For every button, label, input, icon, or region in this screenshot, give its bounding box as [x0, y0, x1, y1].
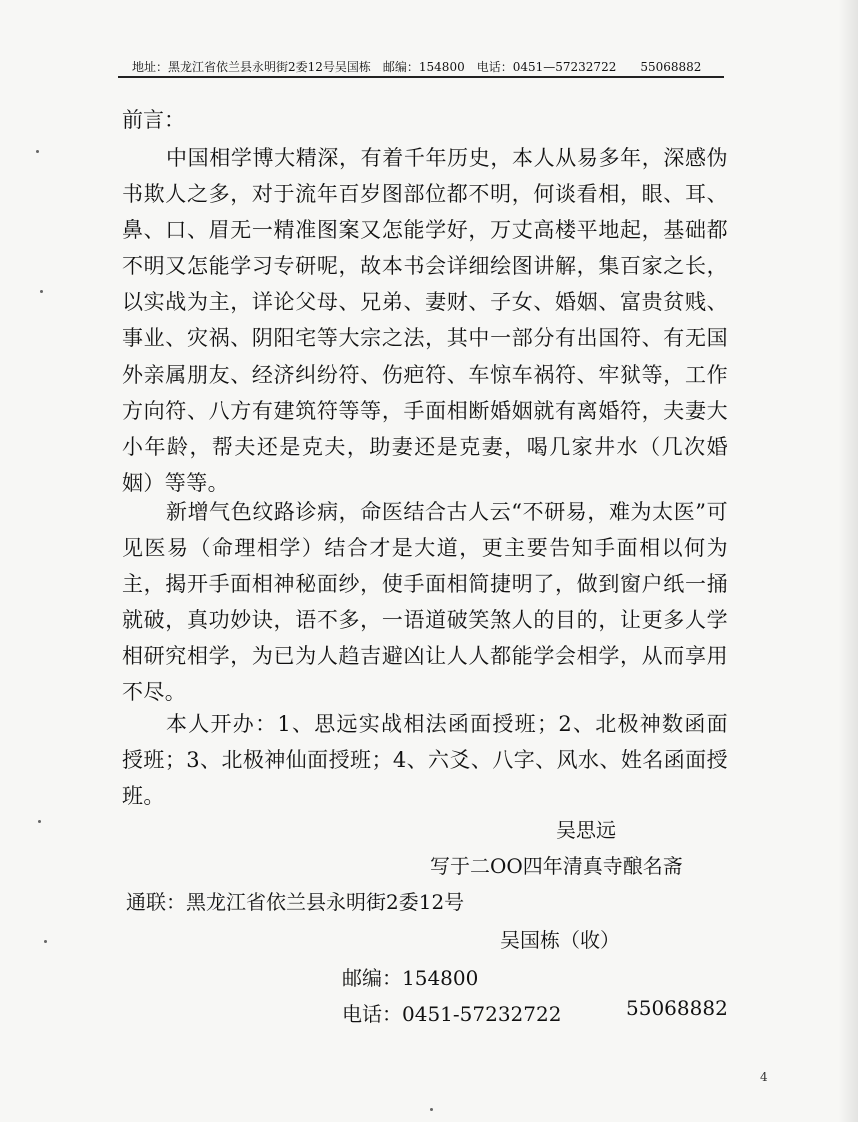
paragraph-3: 本人开办：1、思远实战相法函面授班；2、北极神数函面授班；3、北极神仙面授班；4、六爻、八字、风水、姓名函面授班。 [122, 712, 728, 809]
signature-date: 写于二OO四年清真寺酿名斋 [430, 854, 683, 878]
contact-phone-secondary: 55068882 [626, 996, 728, 1020]
contact-address: 通联：黑龙江省依兰县永明街2委12号 [126, 890, 465, 914]
page-number: 4 [760, 1070, 768, 1084]
scan-speck [38, 820, 41, 823]
scan-speck [430, 1108, 433, 1111]
scan-speck [40, 290, 43, 293]
contact-zip: 邮编：154800 [342, 966, 479, 990]
paragraph-1: 中国相学博大精深，有着千年历史，本人从易多年，深感伪书欺人之多，对于流年百岁图部位都不明，何谈看相，眼、耳、鼻、口、眉无一精准图案又怎能学好，万丈高楼平地起，基础都不明又怎能学习专研呢，故本书会详细绘图讲解，集百家之长，以实战为主，详论父母、兄弟、妻财、子女、婚姻、富贵贫贱、事业、灾祸、阴阳宅等大宗之法，其中一部分有出国符、有无国外亲属朋友、经济纠纷符、伤疤符、车惊车祸符、牢狱等，工作方向符、八方有建筑符等等，手面相断婚姻就有离婚符，夫妻大小年龄，帮夫还是克夫，助妻还是克妻，喝几家井水（几次婚姻）等等。 [122, 146, 728, 495]
scan-speck [36, 150, 39, 153]
header-address-line: 地址：黑龙江省依兰县永明街2委12号吴国栋 邮编：154800 电话：0451—57232722 55068882 [132, 60, 702, 74]
paragraph-2: 新增气色纹路诊病，命医结合古人云“不研易，难为太医”可见医易（命理相学）结合才是大道，更主要告知手面相以何为主，揭开手面相神秘面纱，使手面相简捷明了，做到窗户纸一捅就破，真功妙诀，语不多，一语道破笑煞人的目的，让更多人学相研究相学，为已为人趋吉避凶让人人都能学会相学，从而享用不尽。 [122, 500, 728, 705]
header-rule [118, 76, 724, 78]
scan-speck [44, 940, 47, 943]
contact-phone: 电话：0451-57232722 [342, 1002, 562, 1026]
page-title: 前言： [122, 108, 185, 132]
contact-person: 吴国栋（收） [500, 928, 620, 952]
scan-edge-shadow [838, 0, 858, 1122]
signature-name: 吴思远 [556, 818, 616, 842]
